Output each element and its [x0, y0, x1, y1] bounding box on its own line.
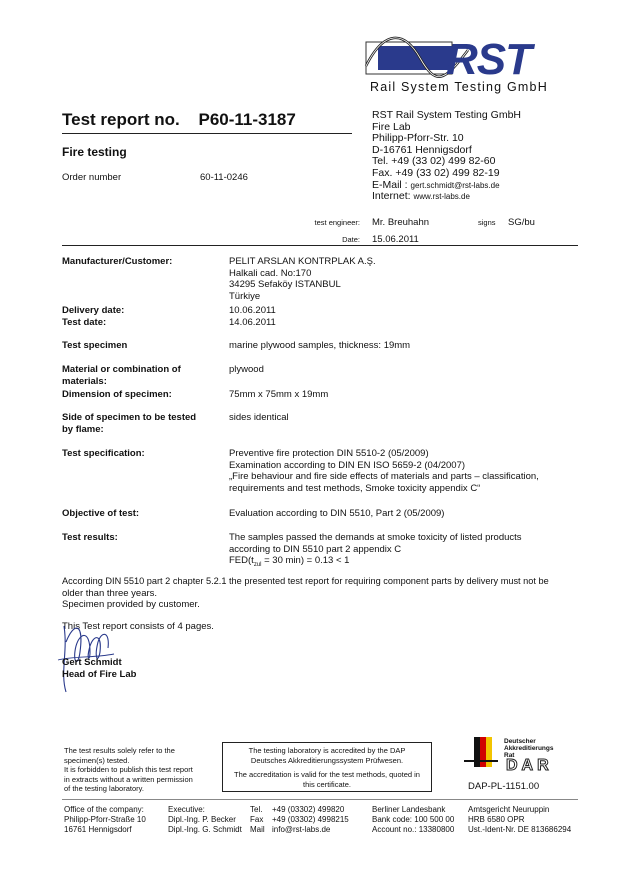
accreditation-line: this certificate.	[303, 779, 351, 789]
contact-value: +49 (03302) 499820	[272, 805, 345, 814]
court-line: Ust.-Ident-Nr. DE 813686294	[468, 825, 572, 834]
fed-subscript: zul	[253, 561, 262, 568]
footer-disclaimer	[64, 746, 214, 794]
email-label: E-Mail :	[372, 178, 408, 191]
bank-line: Berliner Landesbank	[372, 805, 446, 814]
label-line: Side of specimen to be tested	[62, 412, 197, 423]
accreditation-box	[222, 742, 432, 792]
address-line: Fax. +49 (33 02) 499 82-19	[372, 166, 500, 179]
value-line: „Fire behaviour and fire side effects of materials and parts – classification,	[229, 471, 539, 482]
address-line: D-16761 Hennigsdorf	[372, 143, 472, 156]
internet-label: Internet:	[372, 190, 411, 203]
company-logo	[364, 36, 574, 96]
footer-executive	[168, 805, 242, 835]
executive-line: Dipl.-Ing. P. Becker	[168, 815, 236, 824]
field-label: Test specimen	[62, 340, 128, 351]
signs-label: signs	[478, 218, 496, 227]
signatory-name: Gert Schmidt	[62, 657, 122, 668]
footer-court	[468, 805, 571, 835]
order-label: Order number	[62, 172, 122, 183]
value-line: PELIT ARSLAN KONTRPLAK A.Ş.	[229, 256, 376, 267]
disclaimer-line: in extracts without a written permission	[64, 774, 193, 784]
field-value: 75mm x 75mm x 19mm	[229, 389, 329, 400]
disclaimer-line: The test results solely refer to the	[64, 746, 175, 755]
address-line: Fire Lab	[372, 120, 411, 133]
fed-prefix: FED(t	[229, 555, 254, 566]
disclaimer-line: It is forbidden to publish this test report	[64, 765, 193, 774]
lab-address	[372, 110, 582, 203]
dap-text-line: Akkreditierungs	[504, 745, 554, 752]
footer-divider	[62, 799, 578, 800]
fed-suffix: = 30 min) = 0.13 < 1	[261, 555, 350, 566]
report-number: P60-11-3187	[198, 110, 296, 129]
contact-label: Fax	[250, 815, 264, 824]
field-value	[229, 532, 574, 571]
engineer-name: Mr. Breuhahn	[372, 217, 430, 228]
field-value: sides identical	[229, 412, 289, 423]
order-number: 60-11-0246	[200, 172, 248, 183]
dap-logo	[464, 737, 586, 797]
dap-title	[504, 738, 554, 759]
accreditation-line: Deutsches Akkreditierungssystem Prüfwesen.	[250, 755, 404, 765]
remark-line: older than three years.	[62, 587, 158, 599]
engineer-divider	[62, 245, 578, 246]
value-line: Halkali cad. No:170	[229, 267, 312, 279]
accreditation-line: The testing laboratory is accredited by the DAP	[248, 746, 406, 755]
label-line: Material or combination of	[62, 364, 181, 375]
dap-logo-text: DAR	[506, 757, 553, 774]
report-label: Test report no.	[62, 110, 180, 129]
executive-line: Executive:	[168, 805, 205, 814]
bank-line: Account no.: 13380800	[372, 825, 455, 834]
address-line: Tel. +49 (33 02) 499 82-60	[372, 155, 496, 168]
dap-number: DAP-PL-1151.00	[468, 781, 540, 792]
contact-label: Tel.	[250, 805, 263, 814]
field-value: Evaluation according to DIN 5510, Part 2 (05/2009)	[229, 508, 445, 519]
disclaimer-line: of the testing laboratory.	[64, 784, 144, 793]
field-label: Test specification:	[62, 448, 145, 459]
value-line: Preventive fire protection DIN 5510-2 (05/2009)	[229, 448, 429, 459]
logo-mark: RST	[446, 35, 531, 84]
field-value: marine plywood samples, thickness: 19mm	[229, 340, 411, 351]
engineer-label: test engineer:	[314, 218, 360, 227]
report-title	[62, 110, 296, 130]
field-value: 14.06.2011	[229, 317, 276, 328]
remarks	[62, 576, 578, 611]
court-line: Amtsgericht Neuruppin	[468, 805, 550, 814]
field-label: Manufacturer/Customer:	[62, 256, 173, 267]
field-value: plywood	[229, 364, 264, 375]
footer-office	[64, 805, 146, 835]
address-line: Philipp-Pforr-Str. 10	[372, 132, 464, 145]
signatory-role: Head of Fire Lab	[62, 669, 137, 680]
field-value: 10.06.2011	[229, 305, 276, 316]
address-line: RST Rail System Testing GmbH	[372, 109, 521, 121]
field-label	[62, 412, 222, 435]
contact-label: Mail	[250, 825, 265, 834]
website-link[interactable]: www.rst-labs.de	[413, 192, 470, 202]
footer-contact-labels	[250, 805, 265, 835]
remark-line: According DIN 5510 part 2 chapter 5.2.1 the presented test report for requiring component parts by delivery must not be	[62, 576, 549, 586]
page-count-note: This Test report consists of 4 pages.	[62, 621, 214, 632]
value-line: Examination according to DIN EN ISO 5659-2 (04/2007)	[229, 459, 466, 471]
fed-result	[229, 555, 574, 571]
contact-email[interactable]: info@rst-labs.de	[272, 825, 331, 834]
field-label: Test results:	[62, 532, 118, 543]
contact-value: +49 (03302) 4998215	[272, 815, 349, 824]
disclaimer-line: specimen(s) tested.	[64, 755, 130, 765]
field-label: Test date:	[62, 317, 107, 328]
value-line: requirements and test methods, Smoke toxicity appendix C“	[229, 482, 481, 494]
value-line: The samples passed the demands at smoke toxicity of listed products	[229, 532, 522, 543]
executive-line: Dipl.-Ing. G. Schmidt	[168, 825, 242, 834]
accreditation-line: The accreditation is valid for the test methods, quoted in	[234, 770, 420, 779]
report-date: 15.06.2011	[372, 234, 419, 245]
dap-flag-graphic	[464, 737, 504, 779]
field-label: Dimension of specimen:	[62, 389, 172, 400]
internet-line	[372, 191, 582, 203]
field-value	[229, 256, 574, 302]
remark-line: Specimen provided by customer.	[62, 599, 200, 610]
label-line: by flame:	[62, 423, 104, 435]
field-label: Delivery date:	[62, 305, 125, 316]
court-line: HRB 6580 OPR	[468, 815, 525, 824]
value-line: 34295 Sefaköy ISTANBUL	[229, 279, 341, 290]
report-subject: Fire testing	[62, 145, 127, 159]
footer-bank	[372, 805, 454, 835]
email-address[interactable]: gert.schmidt@rst-labs.de	[410, 180, 500, 190]
value-line: according to DIN 5510 part 2 appendix C	[229, 543, 402, 555]
footer-contact-values	[272, 805, 349, 835]
signs-value: SG/bu	[508, 217, 535, 228]
office-line: 16761 Hennigsdorf	[64, 825, 132, 834]
header-divider	[62, 133, 352, 134]
field-label	[62, 364, 222, 387]
dap-text-line: Deutscher	[504, 738, 536, 745]
dap-text-line: Rat	[504, 752, 515, 759]
office-line: Philipp-Pforr-Straße 10	[64, 815, 146, 824]
label-line: materials:	[62, 375, 107, 387]
value-line: Türkiye	[229, 290, 261, 302]
field-value	[229, 448, 574, 494]
office-line: Office of the company:	[64, 805, 144, 814]
bank-line: Bank code: 100 500 00	[372, 815, 455, 824]
logo-subtitle: Rail System Testing GmbH	[370, 80, 548, 94]
date-label: Date:	[342, 235, 360, 244]
field-label: Objective of test:	[62, 508, 140, 519]
